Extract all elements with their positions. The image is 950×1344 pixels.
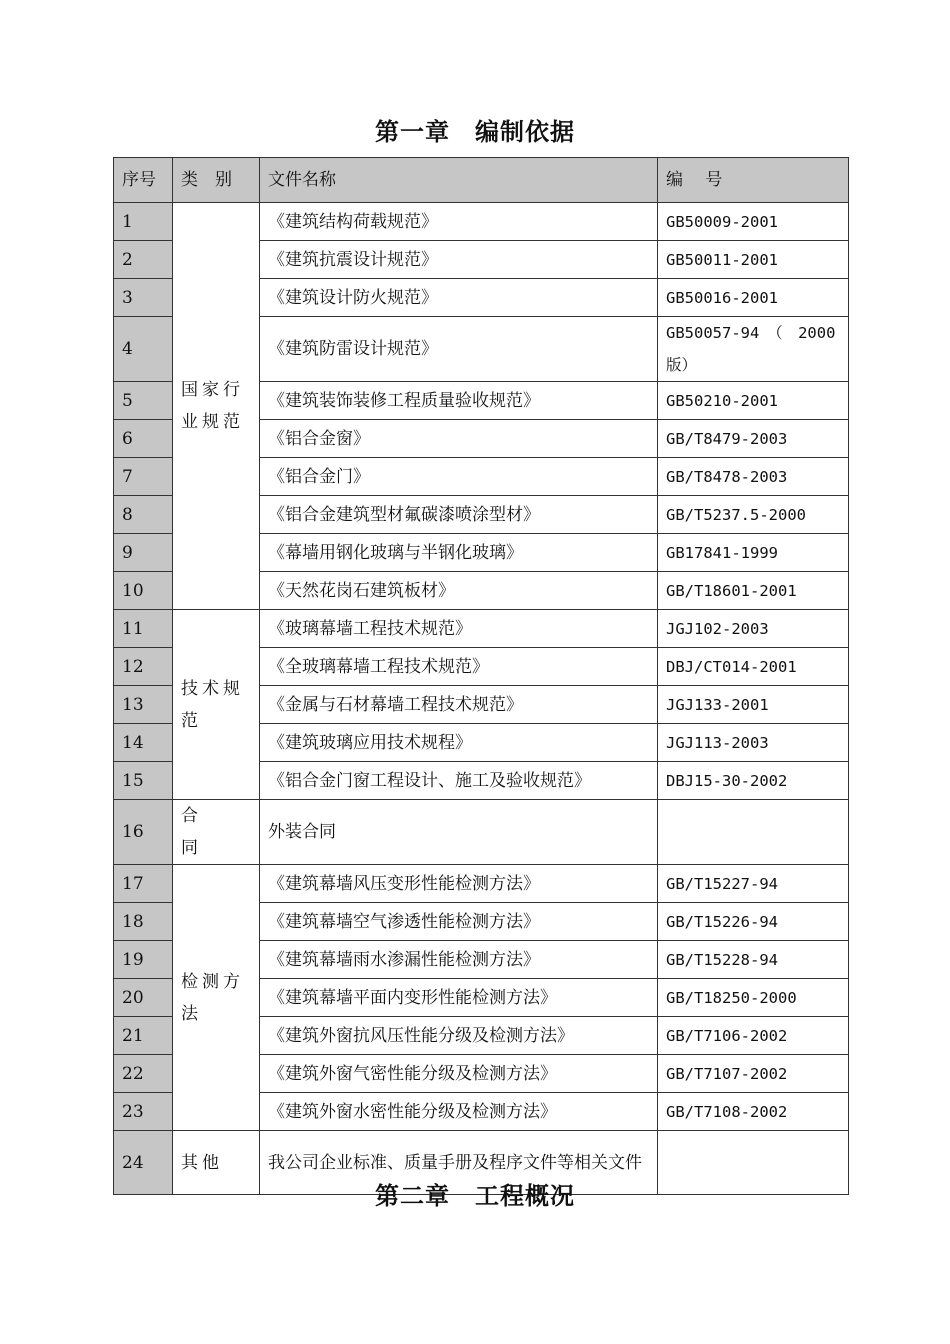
- row-name: 《建筑幕墙风压变形性能检测方法》: [260, 865, 658, 903]
- row-code: GB/T7106-2002: [658, 1017, 849, 1055]
- row-name: 外装合同: [260, 800, 658, 865]
- row-name: 我公司企业标准、质量手册及程序文件等相关文件: [260, 1131, 658, 1195]
- row-code: GB/T7108-2002: [658, 1093, 849, 1131]
- header-category: 类 别: [173, 158, 260, 203]
- row-name: 《建筑幕墙雨水渗漏性能检测方法》: [260, 941, 658, 979]
- row-name: 《建筑外窗水密性能分级及检测方法》: [260, 1093, 658, 1131]
- row-name: 《建筑防雷设计规范》: [260, 317, 658, 382]
- row-code: DBJ15-30-2002: [658, 762, 849, 800]
- chapter-2-title: 第二章 工程概况: [375, 1182, 575, 1210]
- row-name: 《铝合金门窗工程设计、施工及验收规范》: [260, 762, 658, 800]
- row-name: 《铝合金建筑型材氟碳漆喷涂型材》: [260, 496, 658, 534]
- row-name: 《建筑抗震设计规范》: [260, 241, 658, 279]
- row-seq: 3: [114, 279, 173, 317]
- row-seq: 22: [114, 1055, 173, 1093]
- row-code: JGJ102-2003: [658, 610, 849, 648]
- header-code: 编 号: [658, 158, 849, 203]
- row-code: GB/T7107-2002: [658, 1055, 849, 1093]
- row-code: DBJ/CT014-2001: [658, 648, 849, 686]
- row-seq: 16: [114, 800, 173, 865]
- row-name: 《天然花岗石建筑板材》: [260, 572, 658, 610]
- row-seq: 20: [114, 979, 173, 1017]
- row-code: GB50057-94 （ 2000版）: [658, 317, 849, 382]
- row-seq: 7: [114, 458, 173, 496]
- row-seq: 11: [114, 610, 173, 648]
- row-code: GB50016-2001: [658, 279, 849, 317]
- row-seq: 1: [114, 203, 173, 241]
- row-seq: 24: [114, 1131, 173, 1195]
- row-name: 《建筑玻璃应用技术规程》: [260, 724, 658, 762]
- row-name: 《建筑外窗气密性能分级及检测方法》: [260, 1055, 658, 1093]
- table-row: [114, 865, 849, 903]
- row-code: GB/T8478-2003: [658, 458, 849, 496]
- row-code: GB50210-2001: [658, 382, 849, 420]
- chapter-1-title: 第一章 编制依据: [375, 118, 575, 146]
- row-name: 《全玻璃幕墙工程技术规范》: [260, 648, 658, 686]
- row-seq: 21: [114, 1017, 173, 1055]
- row-code: GB/T5237.5-2000: [658, 496, 849, 534]
- row-code: [658, 800, 849, 865]
- row-seq: 23: [114, 1093, 173, 1131]
- row-seq: 8: [114, 496, 173, 534]
- row-code: GB/T18601-2001: [658, 572, 849, 610]
- row-code: GB/T15228-94: [658, 941, 849, 979]
- row-code: GB50011-2001: [658, 241, 849, 279]
- row-code: GB/T15226-94: [658, 903, 849, 941]
- header-name: 文件名称: [260, 158, 658, 203]
- row-code: GB50009-2001: [658, 203, 849, 241]
- row-code: GB/T15227-94: [658, 865, 849, 903]
- row-code: JGJ133-2001: [658, 686, 849, 724]
- category-test: 检测方法: [173, 865, 260, 1131]
- table-row: [114, 800, 849, 865]
- row-code: GB/T18250-2000: [658, 979, 849, 1017]
- row-seq: 9: [114, 534, 173, 572]
- row-name: 《建筑结构荷载规范》: [260, 203, 658, 241]
- row-seq: 17: [114, 865, 173, 903]
- row-name: 《玻璃幕墙工程技术规范》: [260, 610, 658, 648]
- row-name: 《幕墙用钢化玻璃与半钢化玻璃》: [260, 534, 658, 572]
- row-name: 《建筑幕墙空气渗透性能检测方法》: [260, 903, 658, 941]
- row-name: 《建筑外窗抗风压性能分级及检测方法》: [260, 1017, 658, 1055]
- row-seq: 15: [114, 762, 173, 800]
- row-seq: 10: [114, 572, 173, 610]
- category-other: 其他: [173, 1131, 260, 1195]
- row-seq: 2: [114, 241, 173, 279]
- row-name: 《建筑幕墙平面内变形性能检测方法》: [260, 979, 658, 1017]
- basis-table: [113, 157, 849, 1195]
- row-seq: 18: [114, 903, 173, 941]
- table-header-row: [114, 158, 849, 203]
- row-seq: 5: [114, 382, 173, 420]
- row-seq: 19: [114, 941, 173, 979]
- row-code: GB/T8479-2003: [658, 420, 849, 458]
- table-row: [114, 203, 849, 241]
- header-seq: 序号: [114, 158, 173, 203]
- row-code: JGJ113-2003: [658, 724, 849, 762]
- row-seq: 4: [114, 317, 173, 382]
- row-seq: 14: [114, 724, 173, 762]
- row-name: 《铝合金门》: [260, 458, 658, 496]
- table-row: [114, 610, 849, 648]
- row-seq: 6: [114, 420, 173, 458]
- row-seq: 12: [114, 648, 173, 686]
- row-seq: 13: [114, 686, 173, 724]
- category-contract: 合 同: [173, 800, 260, 865]
- category-national: 国家行业规范: [173, 203, 260, 610]
- category-tech: 技术规范: [173, 610, 260, 800]
- row-name: 《建筑设计防火规范》: [260, 279, 658, 317]
- row-code: GB17841-1999: [658, 534, 849, 572]
- row-name: 《金属与石材幕墙工程技术规范》: [260, 686, 658, 724]
- row-name: 《建筑装饰装修工程质量验收规范》: [260, 382, 658, 420]
- row-name: 《铝合金窗》: [260, 420, 658, 458]
